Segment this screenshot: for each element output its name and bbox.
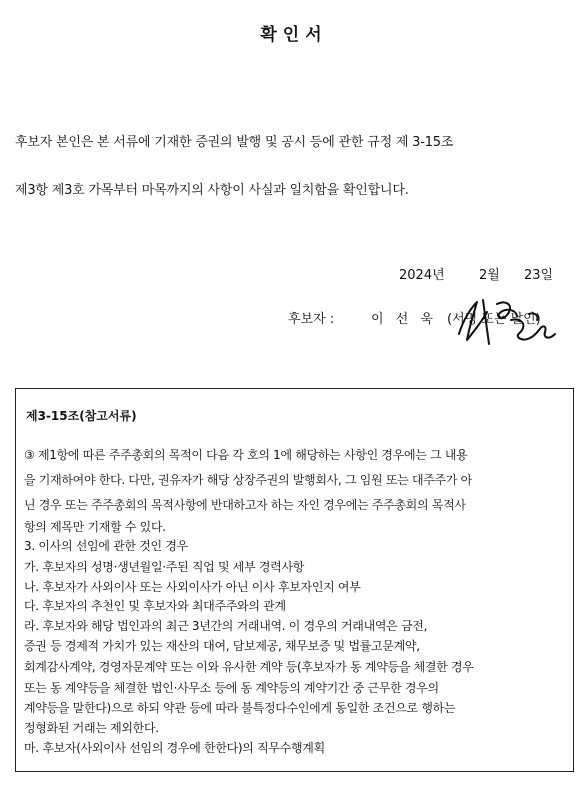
reference-line-5: 3. 이사의 선임에 관한 것인 경우	[24, 539, 188, 553]
reference-line-13: 계약등을 말한다)으로 하되 약관 등에 따라 불특정다수인에게 동일한 조건으로 행하는	[24, 701, 456, 715]
reference-line-6: 가. 후보자의 성명·생년월일·주된 직업 및 세부 경력사항	[24, 560, 305, 574]
reference-line-2: 을 기재하여야 한다. 다만, 권유자가 해당 상장주권의 발행회사, 그 임원 또는 대주주가 아	[24, 473, 472, 487]
reference-line-10: 증권 등 경제적 가치가 있는 재산의 대여, 담보제공, 채무보증 및 법률고문계약,	[24, 639, 420, 653]
reference-line-12: 또는 동 계약등을 체결한 법인·사무소 등에 동 계약등의 계약기간 중 근무한 경우의	[24, 681, 439, 695]
reference-line-15: 마. 후보자(사외이사 선임의 경우에 한한다)의 직무수행계획	[24, 741, 325, 755]
reference-line-11: 회계감사계약, 경영자문계약 또는 이와 유사한 계약 등(후보자가 동 계약등을 체결한 경우	[24, 660, 474, 674]
reference-box	[15, 388, 574, 772]
reference-line-4: 항의 제목만 기재할 수 있다.	[24, 520, 166, 534]
handwritten-signature	[453, 290, 563, 350]
body-line-1: 후보자 본인은 본 서류에 기재한 증권의 발행 및 공시 등에 관한 규정 제 3-15조	[15, 135, 454, 150]
reference-line-9: 라. 후보자와 해당 법인과의 최근 3년간의 거래내역. 이 경우의 거래내역은 금전,	[24, 619, 428, 633]
signature-strokes	[459, 300, 555, 344]
reference-line-14: 정형화된 거래는 제외한다.	[24, 721, 159, 735]
sign-note: (서명 또는 날인)	[447, 312, 541, 327]
reference-line-3: 닌 경우 또는 주주총회의 목적사항에 반대하고자 하는 자인 경우에는 주주총회의 목적사	[24, 498, 466, 512]
date-month: 2월	[479, 268, 500, 283]
document-title: 확인서	[260, 25, 328, 45]
date-year: 2024년	[399, 268, 445, 283]
date-day: 23일	[524, 268, 554, 283]
candidate-label: 후보자 :	[288, 312, 335, 327]
reference-line-1: ③ 제1항에 따른 주주총회의 목적이 다음 각 호의 1에 해당하는 사항인 경우에는 그 내용	[24, 448, 468, 462]
reference-title: 제3-15조(참고서류)	[26, 409, 137, 423]
candidate-name: 이 선 욱	[371, 312, 437, 327]
reference-line-7: 나. 후보자가 사외이사 또는 사외이사가 아닌 이사 후보자인지 여부	[24, 580, 361, 594]
reference-line-8: 다. 후보자의 추천인 및 후보자와 최대주주와의 관계	[24, 599, 286, 613]
body-line-2: 제3항 제3호 가목부터 마목까지의 사항이 사실과 일치함을 확인합니다.	[15, 183, 409, 198]
